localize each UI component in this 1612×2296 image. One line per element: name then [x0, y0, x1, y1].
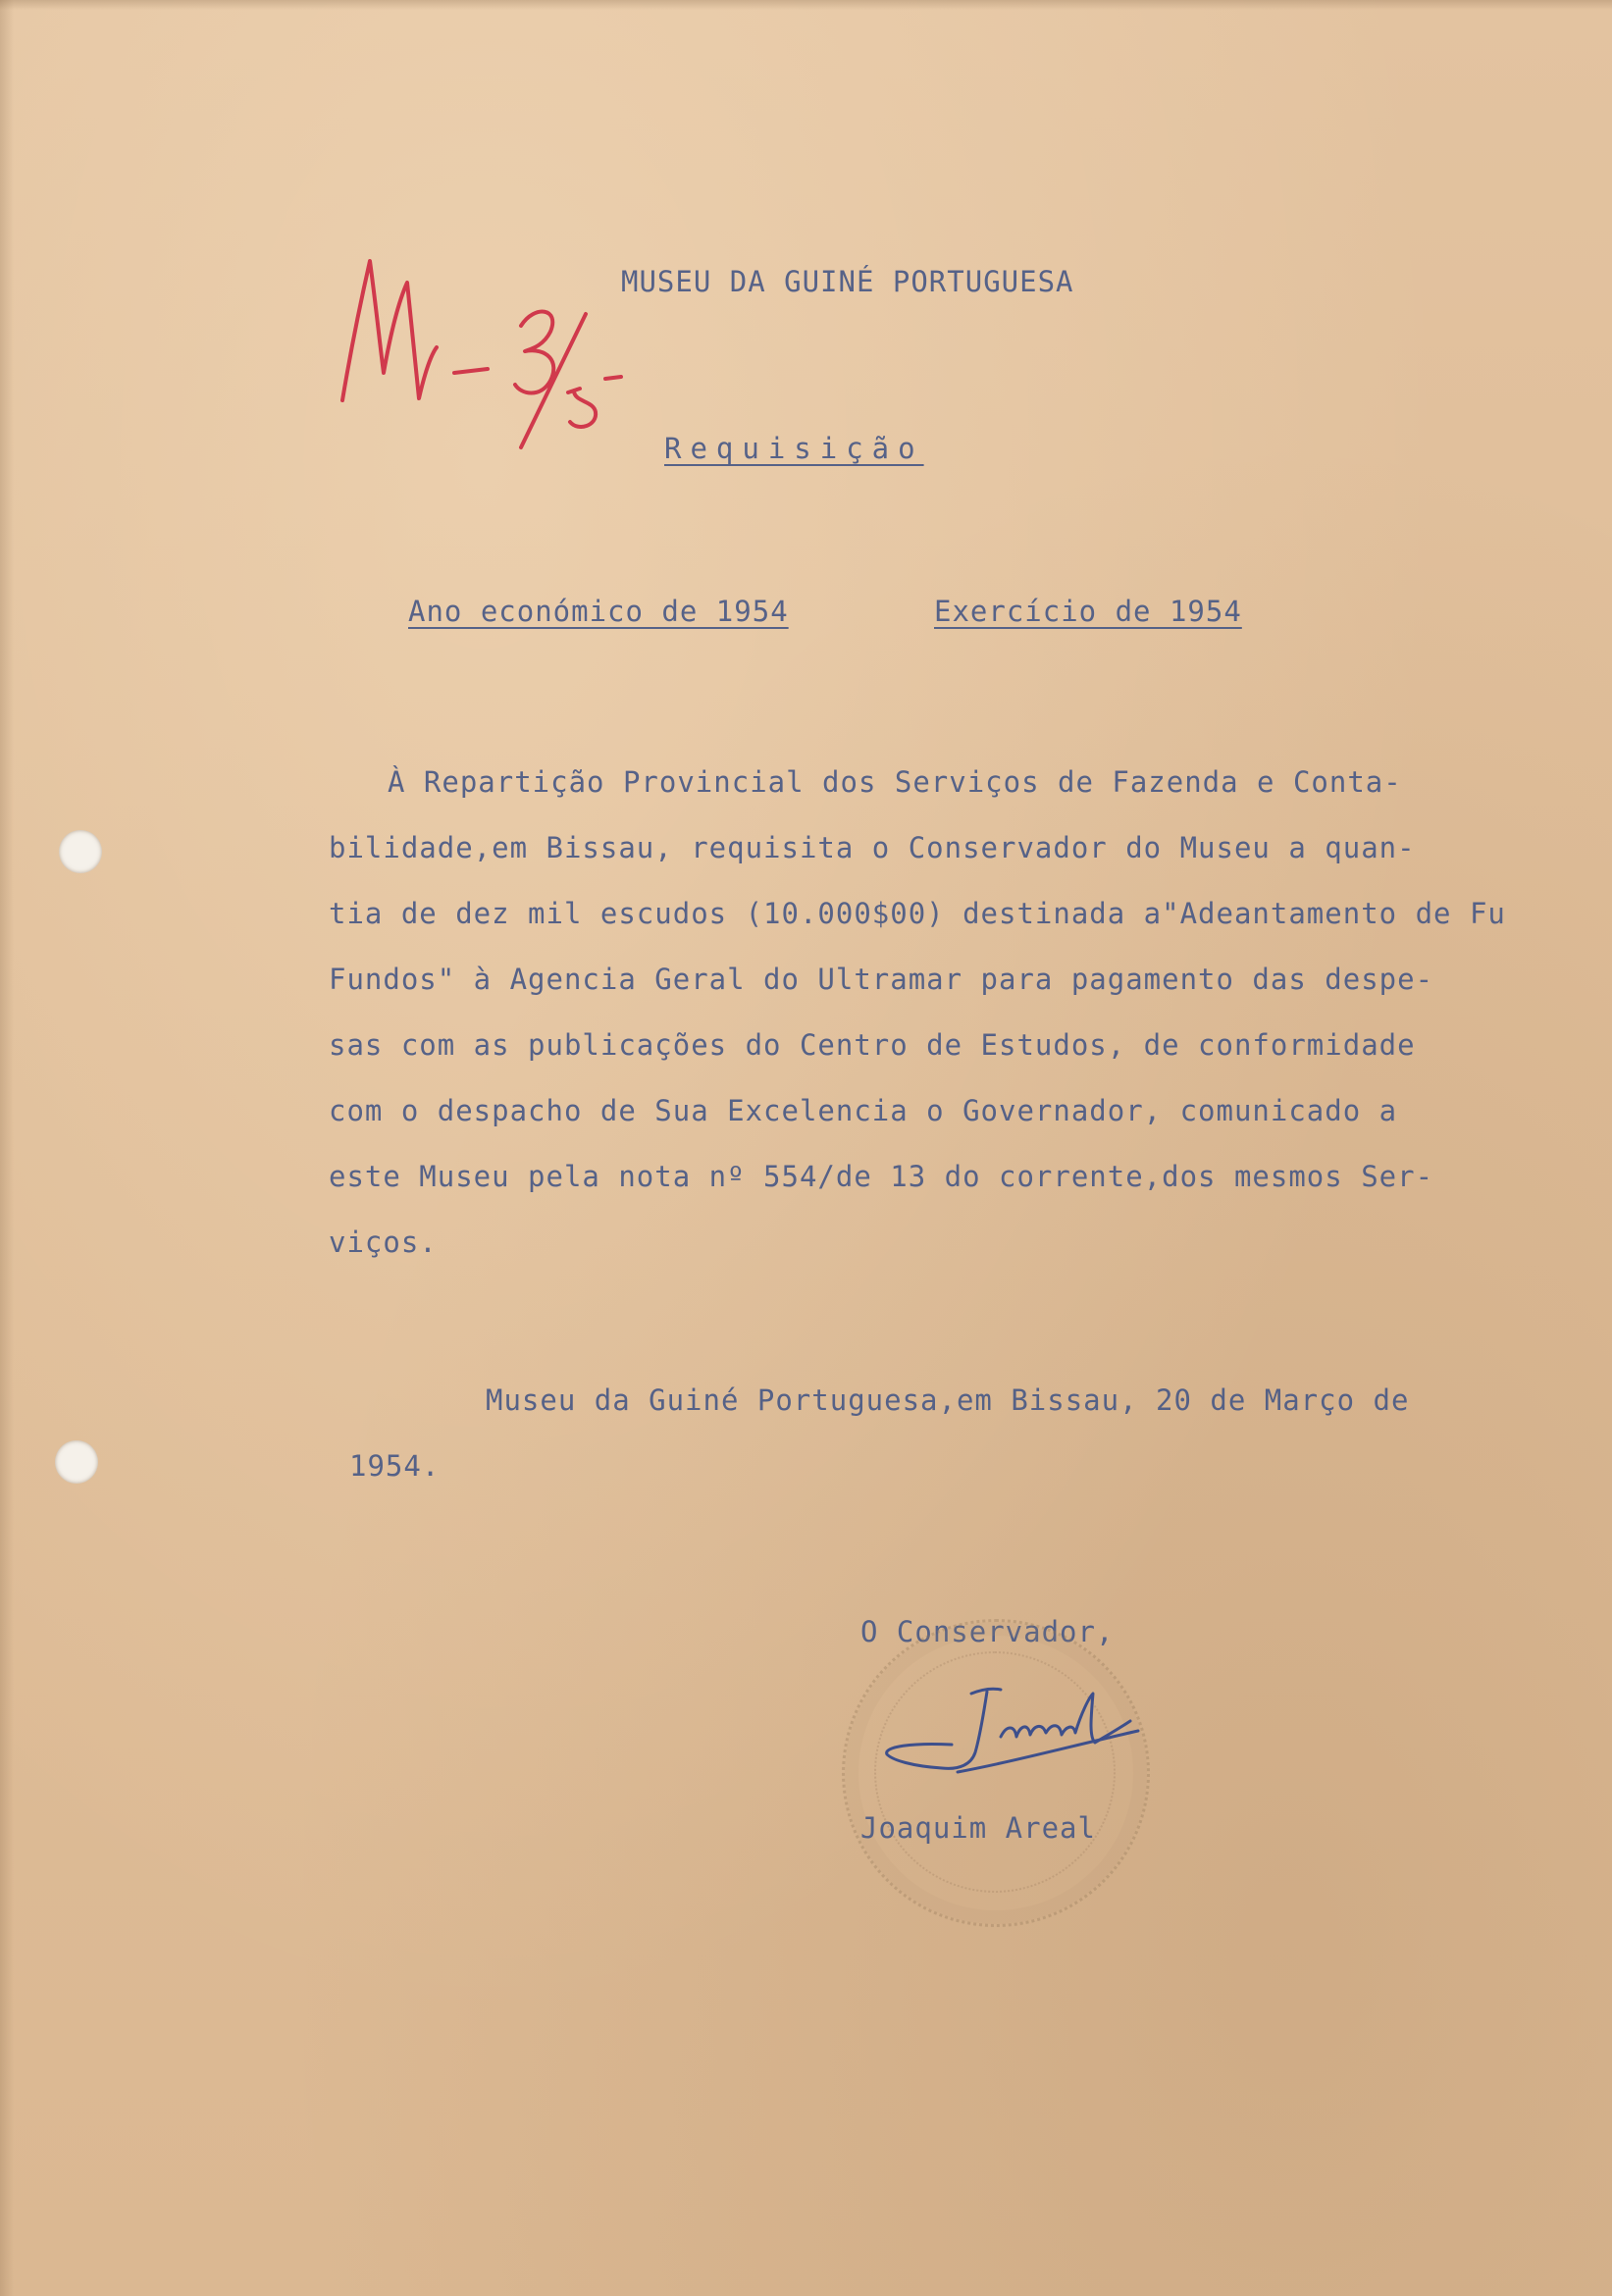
fiscal-year-label: Ano económico de 1954	[408, 595, 789, 628]
requisition-body	[329, 750, 1604, 1276]
body-line: com o despacho de Sua Excelencia o Governador, comunicado a	[329, 1094, 1398, 1127]
body-line: tia de dez mil escudos (10.000$00) destinada a"Adeantamento de Fu	[329, 897, 1506, 930]
body-line: Fundos" à Agencia Geral do Ultramar para pagamento das despe-	[329, 963, 1434, 996]
page-top-edge	[0, 0, 1612, 10]
exercise-year-label: Exercício de 1954	[934, 595, 1242, 628]
body-line: este Museu pela nota nº 554/de 13 do corrente,dos mesmos Ser-	[329, 1160, 1434, 1193]
document-title: Requisição	[664, 432, 924, 465]
page-left-edge	[0, 0, 14, 2296]
punch-hole-top	[59, 830, 102, 873]
institution-heading: MUSEU DA GUINÉ PORTUGUESA	[621, 265, 1074, 298]
body-line: sas com as publicações do Centro de Estudos, de conformidade	[329, 1028, 1416, 1062]
body-line: bilidade,em Bissau, requisita o Conservador do Museu a quan-	[329, 831, 1416, 864]
signatory-role: O Conservador,	[860, 1615, 1115, 1648]
signatory-name: Joaquim Areal	[860, 1811, 1096, 1845]
handwritten-annotation	[329, 245, 652, 461]
closing-place-date: Museu da Guiné Portuguesa,em Bissau, 20 de Março de	[486, 1383, 1410, 1417]
handwritten-signature	[873, 1678, 1158, 1805]
body-line: viços.	[329, 1226, 438, 1259]
closing-year: 1954.	[349, 1449, 441, 1483]
punch-hole-bottom	[55, 1440, 98, 1484]
body-line: À Repartição Provincial dos Serviços de Fazenda e Conta-	[388, 765, 1402, 799]
